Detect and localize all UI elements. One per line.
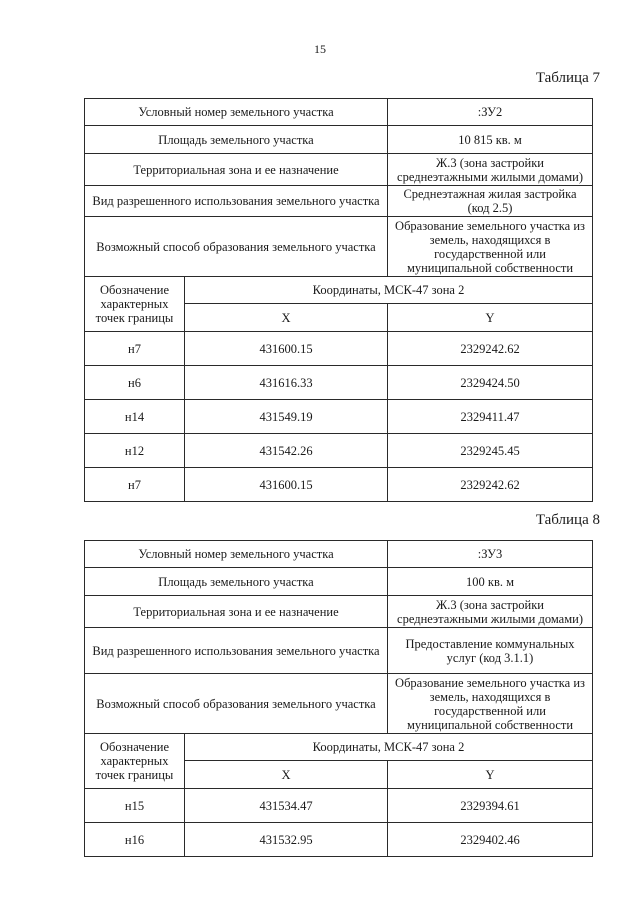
point-y: 2329402.46 bbox=[388, 823, 593, 857]
point-header: Обозначение характерных точек границы bbox=[85, 734, 185, 789]
permitted-use-row bbox=[85, 628, 593, 674]
zone-row bbox=[85, 596, 593, 628]
table-caption: Таблица 7 bbox=[535, 70, 600, 86]
formation-method-value: Образование земельного участка из земель, находящихся в государственной или муниципальной собственности bbox=[388, 674, 593, 734]
area-row bbox=[85, 126, 593, 154]
point-x: 431542.26 bbox=[185, 434, 388, 468]
coord-row bbox=[85, 332, 593, 366]
zone-value: Ж.3 (зона застройки среднеэтажными жилыми домами) bbox=[388, 596, 593, 628]
point-y: 2329424.50 bbox=[388, 366, 593, 400]
plot-number-value: :ЗУ2 bbox=[388, 99, 593, 126]
point-x: 431616.33 bbox=[185, 366, 388, 400]
area-label: Площадь земельного участка bbox=[85, 568, 388, 596]
plot-number-label: Условный номер земельного участка bbox=[85, 541, 388, 568]
table-caption: Таблица 8 bbox=[535, 512, 600, 528]
point-name: н7 bbox=[85, 332, 185, 366]
formation-method-row bbox=[85, 217, 593, 277]
plot-number-label: Условный номер земельного участка bbox=[85, 99, 388, 126]
coords-header-row bbox=[85, 277, 593, 304]
plot-number-value: :ЗУ3 bbox=[388, 541, 593, 568]
zone-value: Ж.3 (зона застройки среднеэтажными жилыми домами) bbox=[388, 154, 593, 186]
coord-row bbox=[85, 366, 593, 400]
permitted-use-row bbox=[85, 186, 593, 217]
area-value: 10 815 кв. м bbox=[388, 126, 593, 154]
coords-header-row bbox=[85, 734, 593, 761]
formation-method-label: Возможный способ образования земельного участка bbox=[85, 217, 388, 277]
point-name: н7 bbox=[85, 468, 185, 502]
plot-number-row bbox=[85, 541, 593, 568]
point-y: 2329394.61 bbox=[388, 789, 593, 823]
point-name: н16 bbox=[85, 823, 185, 857]
point-x: 431534.47 bbox=[185, 789, 388, 823]
point-y: 2329411.47 bbox=[388, 400, 593, 434]
point-x: 431600.15 bbox=[185, 332, 388, 366]
coord-row bbox=[85, 823, 593, 857]
page-number: 15 bbox=[314, 42, 326, 56]
area-value: 100 кв. м bbox=[388, 568, 593, 596]
formation-method-value: Образование земельного участка из земель, находящихся в государственной или муниципальной собственности bbox=[388, 217, 593, 277]
point-name: н14 bbox=[85, 400, 185, 434]
formation-method-row bbox=[85, 674, 593, 734]
area-row bbox=[85, 568, 593, 596]
point-x: 431532.95 bbox=[185, 823, 388, 857]
zone-row bbox=[85, 154, 593, 186]
point-x: 431600.15 bbox=[185, 468, 388, 502]
point-y: 2329242.62 bbox=[388, 332, 593, 366]
coord-system-header: Координаты, МСК-47 зона 2 bbox=[185, 734, 593, 761]
permitted-use-label: Вид разрешенного использования земельного участка bbox=[85, 186, 388, 217]
formation-method-label: Возможный способ образования земельного участка bbox=[85, 674, 388, 734]
land-plot-table bbox=[84, 98, 593, 502]
coord-row bbox=[85, 434, 593, 468]
permitted-use-value: Среднеэтажная жилая застройка (код 2.5) bbox=[388, 186, 593, 217]
point-name: н6 bbox=[85, 366, 185, 400]
point-y: 2329242.62 bbox=[388, 468, 593, 502]
coord-row bbox=[85, 789, 593, 823]
point-name: н15 bbox=[85, 789, 185, 823]
x-header: X bbox=[185, 761, 388, 789]
point-header: Обозначение характерных точек границы bbox=[85, 277, 185, 332]
x-header: X bbox=[185, 304, 388, 332]
area-label: Площадь земельного участка bbox=[85, 126, 388, 154]
permitted-use-label: Вид разрешенного использования земельного участка bbox=[85, 628, 388, 674]
zone-label: Территориальная зона и ее назначение bbox=[85, 154, 388, 186]
point-y: 2329245.45 bbox=[388, 434, 593, 468]
coord-row bbox=[85, 400, 593, 434]
zone-label: Территориальная зона и ее назначение bbox=[85, 596, 388, 628]
coord-system-header: Координаты, МСК-47 зона 2 bbox=[185, 277, 593, 304]
coord-row bbox=[85, 468, 593, 502]
point-name: н12 bbox=[85, 434, 185, 468]
plot-number-row bbox=[85, 99, 593, 126]
y-header: Y bbox=[388, 761, 593, 789]
permitted-use-value: Предоставление коммунальных услуг (код 3.1.1) bbox=[388, 628, 593, 674]
point-x: 431549.19 bbox=[185, 400, 388, 434]
y-header: Y bbox=[388, 304, 593, 332]
land-plot-table bbox=[84, 540, 593, 857]
